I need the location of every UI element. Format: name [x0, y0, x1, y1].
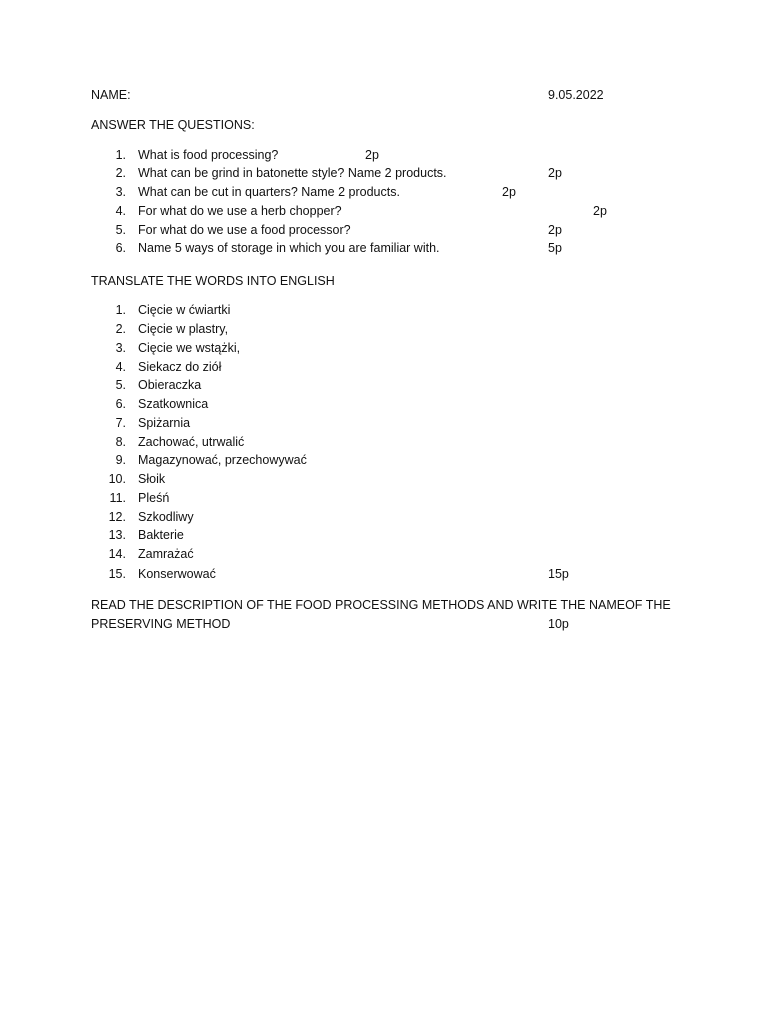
- date: 9.05.2022: [548, 88, 604, 102]
- question-points: 2p: [502, 185, 516, 199]
- item-number: 5.: [115, 223, 126, 237]
- section2-heading: TRANSLATE THE WORDS INTO ENGLISH: [91, 274, 335, 288]
- question-points: 2p: [548, 223, 562, 237]
- word-text: Cięcie w plastry,: [138, 322, 229, 336]
- word-text: Bakterie: [138, 528, 184, 542]
- name-label: NAME:: [91, 88, 131, 102]
- item-number: 2.: [115, 322, 126, 336]
- word-text: Magazynować, przechowywać: [138, 453, 307, 467]
- item-number: 1.: [115, 303, 126, 317]
- item-number: 14.: [108, 547, 126, 561]
- item-number: 11.: [109, 491, 126, 505]
- word-text: Szatkownica: [138, 397, 209, 411]
- question-points: 2p: [548, 166, 562, 180]
- item-number: 9.: [115, 453, 126, 467]
- word-text: Obieraczka: [138, 378, 202, 392]
- word-text: Zachować, utrwalić: [138, 435, 245, 449]
- item-number: 4.: [115, 204, 126, 218]
- word-text: Siekacz do ziół: [138, 360, 222, 374]
- question-points: 2p: [593, 204, 607, 218]
- item-number: 15.: [108, 567, 126, 581]
- item-number: 8.: [115, 435, 126, 449]
- word-text: Cięcie we wstążki,: [138, 341, 241, 355]
- question-text: What can be cut in quarters? Name 2 products.: [138, 185, 400, 199]
- item-number: 1.: [115, 148, 126, 162]
- word-text: Zamrażać: [138, 547, 194, 561]
- question-text: What can be grind in batonette style? Name 2 products.: [138, 166, 447, 180]
- item-number: 2.: [115, 166, 126, 180]
- word-text: Szkodliwy: [138, 510, 194, 524]
- item-number: 13.: [108, 528, 126, 542]
- word-text: Słoik: [138, 472, 166, 486]
- item-number: 4.: [115, 360, 126, 374]
- section1-heading: ANSWER THE QUESTIONS:: [91, 118, 255, 132]
- word-text: Cięcie w ćwiartki: [138, 303, 231, 317]
- section2-points: 15p: [548, 567, 569, 581]
- question-text: For what do we use a herb chopper?: [138, 204, 342, 218]
- word-text: Pleśń: [138, 491, 170, 505]
- item-number: 3.: [115, 185, 126, 199]
- item-number: 7.: [115, 416, 126, 430]
- word-text: Spiżarnia: [138, 416, 191, 430]
- item-number: 3.: [115, 341, 126, 355]
- item-number: 12.: [108, 510, 126, 524]
- section3-line1: READ THE DESCRIPTION OF THE FOOD PROCESSING METHODS AND WRITE THE NAMEOF THE: [91, 598, 671, 612]
- question-text: What is food processing?: [138, 148, 279, 162]
- section3-points: 10p: [548, 617, 569, 631]
- question-points: 2p: [365, 148, 379, 162]
- word-text: Konserwować: [138, 567, 216, 581]
- item-number: 10.: [108, 472, 126, 486]
- item-number: 6.: [115, 397, 126, 411]
- section3-line2: PRESERVING METHOD: [91, 617, 231, 631]
- item-number: 6.: [115, 241, 126, 255]
- question-text: Name 5 ways of storage in which you are familiar with.: [138, 241, 440, 255]
- question-points: 5p: [548, 241, 562, 255]
- question-text: For what do we use a food processor?: [138, 223, 351, 237]
- item-number: 5.: [115, 378, 126, 392]
